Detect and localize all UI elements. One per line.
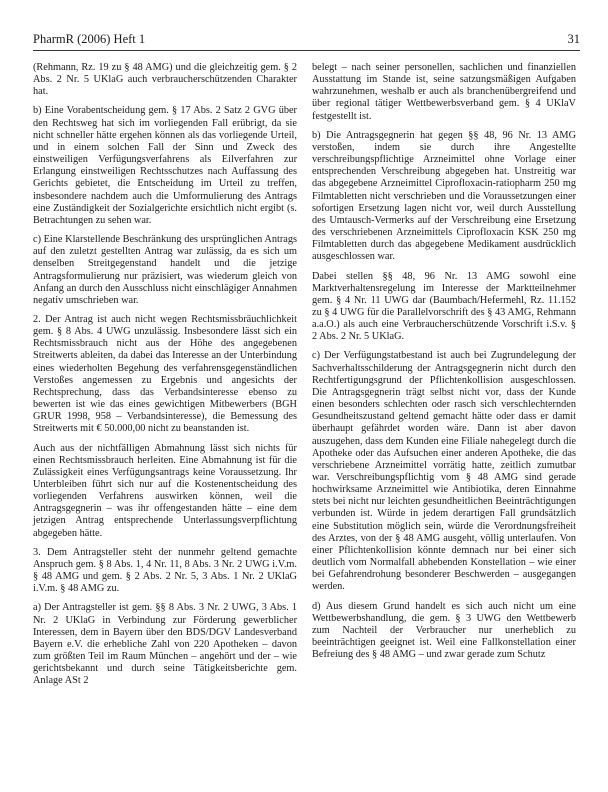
paragraph: belegt – nach seiner personellen, sachlichen und finanziellen Ausstattung im Stande ist, seine satzungsmäßigen Aufgaben wahrzunehmen, weshalb er auch als branchenübergreifend und über regional tätiger Wettbewerbsverband gem. § 4 UKlaV festgestellt ist. [312,62,576,122]
paragraph: d) Aus diesem Grund handelt es sich auch nicht um eine Wettbewerbshandlung, die gem. § 3 UWG den Wettbewerb zum Nachteil der Verbraucher nur unerheblich zu beeinträchtigen geeignet ist. Weil eine Fallkonstellation einer Befreiung des § 48 AMG – und zwar gerade zum Schutz [312,600,576,661]
paragraph: c) Der Verfügungstatbestand ist auch bei Zugrundelegung der Sachverhaltsschilderung der Antragsgegnerin nicht durch den Rechtfertigungsgrund der Pflichtenkollision ausgeschlossen. Die Antragsgegnerin trägt selbst nicht vor, dass der Kunde einen besonders schlechten oder rasch sich verschlechternden Gesundheitszustand geltend gemacht hätte oder dass er damit überhaupt gefährdet worden wäre. Dann ist aber davon auszugehen, dass dem Kunden eine Filiale nahegelegt durch die Apotheke oder das Aufsuchen einer anderen Apotheke, die das verschriebene Arzneimittel vorrätig hatte, zeitlich zumutbar war. Verschreibungspflichtig vom § 48 AMG sind gerade hochwirksame Arzneimittel wie Antibiotika, deren Einnahme stets bei nicht nur leichten gesundheitlichen Beeinträchtigungen verbunden ist. Würde in jedem derartigen Fall grundsätzlich eine Substitution möglich sein, würde die Verordnungsfreiheit des Arztes, von der § 48 AMG ausgeht, völlig unterlaufen. Von einer Pflichtenkollision könnte demnach nur bei einer sich deutlich vom Normalfall abhebenden Konstellation – wie einer bei Gefahrendrohung besonderer Beschwerden – ausgegangen werden. [312,350,576,593]
paragraph: (Rehmann, Rz. 19 zu § 48 AMG) und die gleichzeitig gem. § 2 Abs. 2 Nr. 5 UKlaG auch verbraucherschützenden Charakter hat. [33,62,297,98]
right-column [312,62,576,668]
paragraph: b) Eine Vorabentscheidung gem. § 17 Abs. 2 Satz 2 GVG über den Rechtsweg hat sich im vorliegenden Fall erübrigt, da sie nicht schneller hätte ergehen können als das vorliegende Urteil, und in einem solchen Fall der Sinn und Zweck des einstweiligen Verfügungsverfahrens als Eilverfahren zur Erlangung einstweiligen Rechtsschutzes nach Auffassung des Gerichts gebietet, die Entscheidung im Urteil zu treffen, insbesondere nachdem auch die Umformulierung des Antrags eine Zuständigkeit der Sozialgerichte ersichtlich nicht ergibt (s. Betrachtungen zu sehen war. [33,105,297,226]
paragraph: b) Die Antragsgegnerin hat gegen §§ 48, 96 Nr. 13 AMG verstoßen, indem sie durch ihre Angestellte verschreibungspflichtige Arzneimittel ohne Vorlage einer entsprechenden Verschreibung abgegeben hat. Unstreitig war das abgegebene Arzneimittel Ciprofloxacin-ratiopharm 250 mg Filmtabletten nicht verschrieben und die Voraussetzungen einer sofortigen Ersetzung lagen nicht vor, weil durch Ausstellung des Umtausch-Vermerks auf der Verschreibung eine Ersetzung des verschriebenen Arzneimittels Ciprofloxacin KSK 250 mg Filmtabletten durch das abgegebene Medikament ausdrücklich ausgeschlossen war. [312,129,576,263]
paragraph: 2. Der Antrag ist auch nicht wegen Rechtsmissbräuchlichkeit gem. § 8 Abs. 4 UWG unzulässig. Insbesondere lässt sich ein Rechtsmissbrauch nicht aus der Höhe des angegebenen Streitwerts ableiten, da dabei das Interesse an der Unterbindung eines wiederholten Begehung des verfahrensgegenständlichen Verstoßes angemessen zu Ergebnis und angesichts der Rechtsprechung, dass das Verbandsinteresse ebenso zu bewerten ist wie das eines gewichtigen Mitbewerbers (BGH GRUR 1998, 958 – Verbandsinteresse), die Bemessung des Streitwerts mit € 50.000,00 nicht zu beanstanden ist. [33,313,297,435]
paragraph: Dabei stellen §§ 48, 96 Nr. 13 AMG sowohl eine Marktverhaltensregelung im Interesse der Marktteilnehmer gem. § 4 Nr. 11 UWG dar (Baumbach/Hefermehl, Rz. 11.152 zu § 4 UWG für die Parallelvorschrift des § 43 AMG, Rehmann a.a.O.) als auch eine Verbraucherschützende Vorschrift i.S.v. § 2 Abs. 2 Nr. 5 UKlaG. [312,270,576,343]
left-column [33,62,297,695]
paragraph: 3. Dem Antragsteller steht der nunmehr geltend gemachte Anspruch gem. § 8 Abs. 1, 4 Nr. 11, 8 Abs. 3 Nr. 2 UWG i.V.m. § 48 AMG und gem. § 2 Abs. 2 Nr. 5, 3 Abs. 1 Nr. 2 UKlaG i.V.m. § 48 AMG zu. [33,546,297,595]
paragraph: c) Eine Klarstellende Beschränkung des ursprünglichen Antrags auf den zuletzt gestellten Antrag war zulässig, da es sich um denselben Streitgegenstand handelt und die jetzige Antragsformulierung nur präzisiert, was wiederum gleich von Anfang an durch den Ausschluss nicht einschlägiger Annahmen negativ umschrieben war. [33,234,297,306]
paragraph: a) Der Antragsteller ist gem. §§ 8 Abs. 3 Nr. 2 UWG, 3 Abs. 1 Nr. 2 UKlaG in Verbindung zur Förderung gewerblicher Interessen, dem in Bayern über den BDS/DGV Landesverband Bayern e.V. die erhebliche Zahl von 220 Apotheken – davon zum größten Teil im Raum München – angehört und der – wie gerichtsbekannt und durch seine Tätigkeitsberichte gem. Anlage ASt 2 [33,602,297,687]
running-header [33,32,580,51]
page-number: 31 [567,32,580,46]
journal-title: PharmR (2006) Heft 1 [33,32,146,46]
paragraph: Auch aus der nichtfälligen Abmahnung lässt sich nichts für einen Rechtsmissbrauch herleiten. Eine Abmahnung ist für die Zulässigkeit eines Verfügungsantrags keine Voraussetzung. Ihr Unterbleiben führt sich nur auf die Kostenentscheidung des vorliegenden Verfahrens auswirken können, weil die Antragsgegnerin – was ihr offengestanden hätte – eine dem jetzigen Antrag entsprechende Unterlassungsverpflichtung abgegeben hätte. [33,442,297,539]
